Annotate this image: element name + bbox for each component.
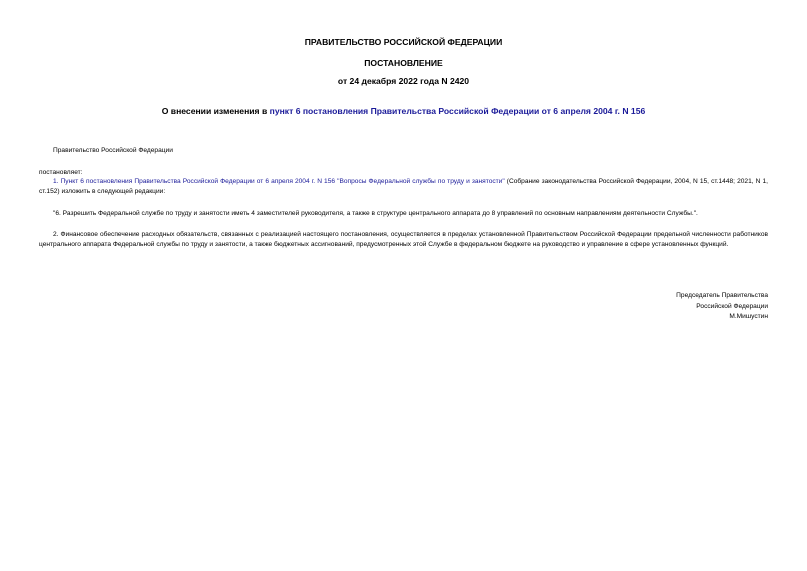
- title-prefix: О внесении изменения в: [161, 106, 270, 116]
- document-title: [0, 106, 807, 116]
- document-type-heading: ПОСТАНОВЛЕНИЕ: [364, 58, 443, 68]
- item1-link[interactable]: 1. Пункт 6 постановления Правительства Российской Федерации от 6 апреля 2004 г. N 156 "Вопросы Федеральной службы по труду и занятости": [53, 178, 505, 185]
- document-date-number: от 24 декабря 2022 года N 2420: [337, 76, 470, 86]
- quoted-new-text: "6. Разрешить Федеральной службе по труду и занятости иметь 4 заместителей руководителя, а также в структуре центрального аппарата до 8 управлений по основным направлениям деятельности Службы.".: [53, 210, 698, 217]
- paragraph-item-2: 2. Финансовое обеспечение расходных обязательств, связанных с реализацией настоящего постановления, осуществляется в пределах установленной Правительством Российской Федерации предельной численности работников центрального аппарата Федеральной службы по труду и занятости, а также бюджетных ассигнований, предусмотренных этой Службе в федеральном бюджете на руководство и управление в сфере установленных функций.: [39, 231, 768, 248]
- signature-name: М.Мишустин: [729, 313, 768, 320]
- decides-line: постановляет:: [39, 169, 83, 176]
- title-link[interactable]: пункт 6 постановления Правительства Российской Федерации от 6 апреля 2004 г. N 156: [269, 106, 646, 116]
- paragraph-item-1: [39, 177, 768, 197]
- government-line: Правительство Российской Федерации: [53, 147, 173, 154]
- government-heading: ПРАВИТЕЛЬСТВО РОССИЙСКОЙ ФЕДЕРАЦИИ: [304, 37, 503, 47]
- signature-block: [676, 291, 768, 323]
- item1-text: (Собрание законодательства Российской Федерации, 2004, N 15, ст.1448; 2021, N 1, ст.152) изложить в следующей редакции:: [39, 178, 768, 195]
- signature-position-2: Российской Федерации: [696, 302, 768, 310]
- signature-position-1: Председатель Правительства: [676, 292, 768, 299]
